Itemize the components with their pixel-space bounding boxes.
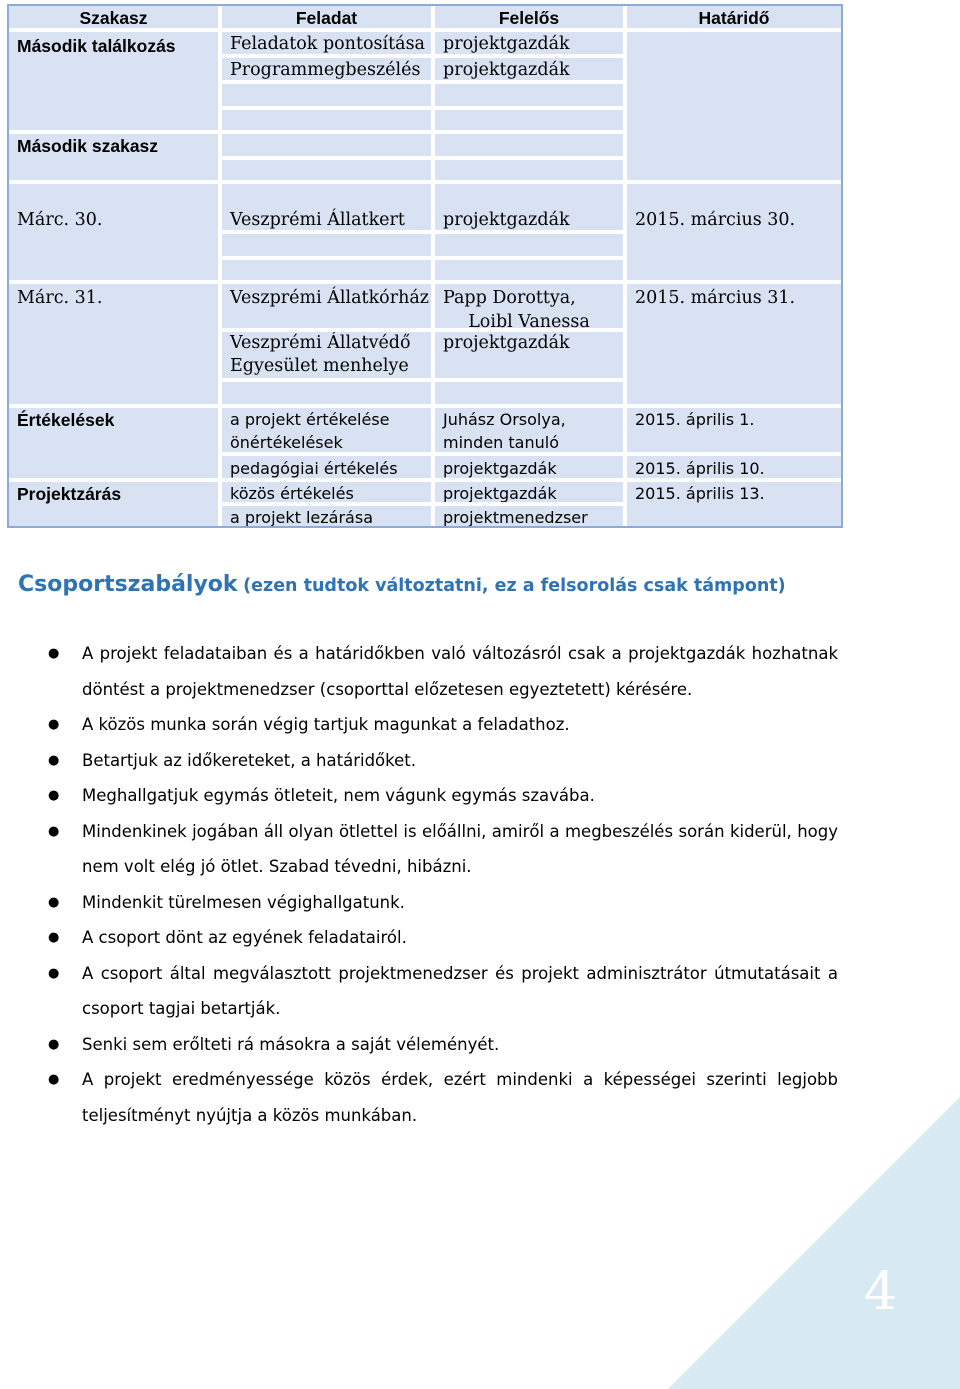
header-felelos: Felelős (433, 4, 625, 30)
task-cell: Veszprémi Állatkert (220, 182, 433, 232)
rule-text: Senki sem erőlteti rá másokra a saját véleményét. (82, 1034, 500, 1054)
deadline-cell: 2015. március 31. (625, 282, 843, 406)
deadline-cell: 2015. április 13. (625, 480, 843, 528)
bullet-icon: ● (48, 1072, 60, 1087)
rule-text: Mindenkit türelmesen végighallgatunk. (82, 892, 405, 912)
deadline-cell: 2015. április 10. (625, 454, 843, 480)
task-cell: Feladatok pontosítása (220, 30, 433, 56)
header-hatarido: Határidő (625, 4, 843, 30)
list-item (48, 1027, 838, 1063)
empty-cell (433, 108, 625, 132)
bullet-icon: ● (48, 894, 60, 910)
empty-cell (220, 158, 433, 182)
list-item (48, 778, 838, 814)
rule-text: A projekt feladataiban és a határidőkben való változásról csak a projektgazdák hozhatnak döntést a projektmenedzser (csoporttal előzetesen egyeztetett) kérésére. (82, 644, 838, 699)
task-cell (220, 406, 433, 454)
deadline-cell (625, 30, 843, 182)
owner-cell: projektmenedzser (433, 504, 625, 528)
owner-cell: projektgazdák (433, 182, 625, 232)
owner-cell (433, 406, 625, 454)
phase-cell: Második szakasz (7, 132, 220, 182)
empty-cell (433, 232, 625, 258)
task-cell (220, 330, 433, 380)
section-subtitle: (ezen tudtok változtatni, ez a felsorolás csak támpont) (243, 576, 786, 596)
rule-text: Betartjuk az időkereteket, a határidőket. (82, 750, 416, 770)
list-item (48, 885, 838, 921)
owner-cell: projektgazdák (433, 480, 625, 504)
header-szakasz: Szakasz (7, 4, 220, 30)
header-feladat: Feladat (220, 4, 433, 30)
task-cell: a projekt lezárása (220, 504, 433, 528)
phase-cell: Márc. 30. (7, 182, 220, 282)
owner-cell (433, 282, 625, 330)
bullet-icon: ● (48, 1036, 60, 1052)
task-line: Egyesület menhelye (230, 356, 409, 376)
owner-cell: projektgazdák (433, 56, 625, 82)
phase-cell: Értékelések (7, 406, 220, 480)
rule-text: A csoport által megválasztott projektmenedzser és projekt adminisztrátor útmutatásait a csoport tagjai betartják. (82, 963, 838, 1018)
list-item (48, 956, 838, 1027)
bullet-icon: ● (48, 752, 60, 768)
section-title: Csoportszabályok (18, 572, 238, 597)
bullet-icon: ● (48, 717, 60, 732)
task-line: a projekt értékelése (230, 410, 390, 429)
rules-list (48, 636, 838, 1133)
bullet-icon: ● (48, 930, 60, 945)
empty-cell (220, 232, 433, 258)
corner-triangle (668, 1097, 960, 1389)
task-cell: pedagógiai értékelés (220, 454, 433, 480)
task-cell: Programmegbeszélés (220, 56, 433, 82)
empty-cell (433, 258, 625, 282)
empty-cell (433, 82, 625, 108)
bullet-icon: ● (48, 823, 60, 839)
empty-cell (220, 258, 433, 282)
rule-text: A közös munka során végig tartjuk magunkat a feladathoz. (82, 715, 570, 734)
owner-line: Papp Dorottya, (443, 288, 576, 308)
list-item (48, 636, 838, 707)
list-item (48, 743, 838, 779)
section-heading (18, 572, 786, 597)
bullet-icon: ● (48, 646, 60, 661)
owner-cell: projektgazdák (433, 454, 625, 480)
empty-cell (220, 82, 433, 108)
rule-text: A projekt eredményessége közös érdek, ezért mindenki a képességei szerinti legjobb teljesítményt nyújtja a közös munkában. (82, 1070, 838, 1125)
owner-line: minden tanuló (443, 433, 559, 452)
page-corner-decoration (668, 1097, 960, 1389)
task-line: önértékelések (230, 433, 343, 452)
phase-cell: Második találkozás (7, 30, 220, 132)
empty-cell (220, 108, 433, 132)
schedule-table (7, 4, 843, 528)
bullet-icon: ● (48, 965, 60, 981)
owner-line: Juhász Orsolya, (443, 410, 566, 429)
task-cell: Veszprémi Állatkórház (220, 282, 433, 330)
phase-cell: Projektzárás (7, 480, 220, 528)
empty-cell (433, 158, 625, 182)
task-line: Veszprémi Állatvédő (230, 333, 411, 353)
empty-cell (433, 132, 625, 158)
rule-text: A csoport dönt az egyének feladatairól. (82, 928, 407, 947)
bullet-icon: ● (48, 788, 60, 803)
owner-cell: projektgazdák (433, 30, 625, 56)
list-item (48, 814, 838, 885)
deadline-cell: 2015. március 30. (625, 182, 843, 282)
deadline-cell: 2015. április 1. (625, 406, 843, 454)
owner-cell: projektgazdák (433, 330, 625, 380)
empty-cell (220, 380, 433, 406)
list-item (48, 920, 838, 956)
empty-cell (433, 380, 625, 406)
empty-cell (220, 132, 433, 158)
rule-text: Mindenkinek jogában áll olyan ötlettel is előállni, amiről a megbeszélés során kiderül, hogy nem volt elég jó ötlet. Szabad tévedni, hibázni. (82, 821, 838, 876)
page-number: 4 (864, 1262, 898, 1322)
rule-text: Meghallgatjuk egymás ötleteit, nem vágunk egymás szavába. (82, 786, 595, 805)
phase-cell: Márc. 31. (7, 282, 220, 406)
task-cell: közös értékelés (220, 480, 433, 504)
list-item (48, 707, 838, 743)
owner-line: Loibl Vanessa (468, 312, 590, 330)
